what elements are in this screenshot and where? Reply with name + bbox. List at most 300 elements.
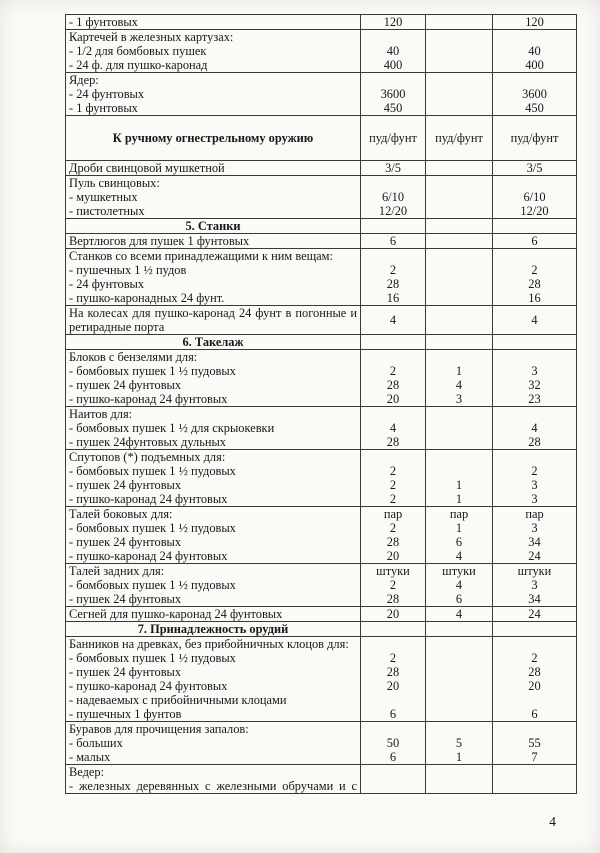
value-cell-3 (493, 765, 577, 794)
row-label-line: - 1/2 для бомбовых пушек (69, 44, 207, 58)
cell-value (427, 190, 491, 204)
cell-value: 2 (531, 651, 538, 665)
cell-value: 50 (386, 736, 400, 750)
cell-value: 2 (389, 578, 397, 592)
row-label-line: - бомбовых пушек 1 ½ пудовых (69, 578, 236, 592)
cell-value (427, 421, 491, 435)
cell-value: 2 (389, 492, 397, 506)
value-cell-2 (426, 73, 493, 116)
cell-value (362, 176, 424, 190)
cell-value (362, 335, 424, 349)
row-label-line: - бомбовых пушек 1 ½ пудовых (69, 364, 236, 378)
value-cell-1 (361, 116, 426, 161)
value-cell-2 (426, 249, 493, 306)
cell-value: 4 (531, 313, 538, 327)
row-label-cell (66, 564, 361, 607)
row-label-line: Буравов для прочищения запалов: (69, 722, 249, 736)
value-cell-1 (361, 407, 426, 450)
cell-value (427, 101, 491, 115)
cell-value: пуд/фунт (510, 131, 559, 145)
cell-value (362, 73, 424, 87)
value-cell-1 (361, 722, 426, 765)
value-cell-2 (426, 234, 493, 249)
value-cell-1 (361, 607, 426, 622)
cell-value: 1 (455, 492, 463, 506)
table-row (66, 765, 577, 794)
value-cell-3 (493, 116, 577, 161)
cell-value: 4 (531, 421, 538, 435)
row-label-cell (66, 722, 361, 765)
row-label-cell (66, 249, 361, 306)
row-label-line: - пушко-каронад 24 фунтовых (69, 492, 228, 506)
row-label-cell (66, 407, 361, 450)
cell-value: 24 (528, 607, 541, 621)
row-label-line: Вертлюгов для пушек 1 фунтовых (69, 234, 250, 248)
row-label-line: Наитов для: (69, 407, 133, 421)
cell-value: 40 (386, 44, 400, 58)
cell-value (427, 450, 491, 464)
cell-value: 3 (531, 521, 538, 535)
supply-table (65, 14, 577, 794)
value-cell-3 (493, 450, 577, 507)
row-label-line: - пистолетных (69, 204, 145, 218)
cell-value: 4 (389, 313, 397, 327)
cell-value: 20 (528, 679, 541, 693)
value-cell-2 (426, 306, 493, 335)
value-cell-3 (493, 564, 577, 607)
cell-value (362, 249, 424, 263)
cell-value (494, 335, 575, 349)
row-label-line: - пушек 24фунтовых дульных (69, 435, 226, 449)
row-label-line: - пушко-каронадных 24 фунт. (69, 291, 225, 305)
cell-value (362, 779, 424, 793)
value-cell-2 (426, 219, 493, 234)
value-cell-3 (493, 234, 577, 249)
value-cell-2 (426, 335, 493, 350)
table-row (66, 350, 577, 407)
cell-value: пар (383, 507, 403, 521)
value-cell-2 (426, 116, 493, 161)
row-label-line: - пушечных 1 фунтов (69, 707, 182, 721)
section-row (66, 335, 577, 350)
row-label-line: - 24 фунтовых (69, 277, 145, 291)
cell-value: 20 (386, 607, 400, 621)
cell-value: 4 (455, 578, 463, 592)
table-row (66, 306, 577, 335)
cell-value: 1 (455, 478, 463, 492)
value-cell-3 (493, 249, 577, 306)
cell-value (362, 350, 424, 364)
value-cell-2 (426, 450, 493, 507)
cell-value: 16 (386, 291, 400, 305)
row-label-line: - пушко-каронад 24 фунтовых (69, 679, 228, 693)
row-label-line: - бомбовых пушек 1 ½ пудовых (69, 521, 236, 535)
cell-value: 450 (383, 101, 403, 115)
cell-value (494, 722, 575, 736)
table-row (66, 607, 577, 622)
cell-value: 55 (528, 736, 541, 750)
cell-value: 20 (386, 679, 400, 693)
row-label-line: Сегней для пушко-каронад 24 фунтовых (69, 607, 283, 621)
cell-value (427, 58, 491, 72)
cell-value (427, 87, 491, 101)
value-cell-3 (493, 73, 577, 116)
cell-value: штуки (442, 564, 476, 578)
value-cell-1 (361, 219, 426, 234)
value-cell-2 (426, 30, 493, 73)
cell-value (427, 464, 491, 478)
value-cell-3 (493, 350, 577, 407)
value-cell-2 (426, 407, 493, 450)
cell-value (494, 765, 575, 779)
cell-value: 6 (455, 592, 463, 606)
value-cell-1 (361, 73, 426, 116)
row-label-line: - пушко-каронад 24 фунтовых (69, 392, 228, 406)
cell-value: 28 (528, 435, 541, 449)
table-row (66, 30, 577, 73)
cell-value: 2 (389, 478, 397, 492)
cell-value: 28 (386, 665, 400, 679)
cell-value (427, 707, 491, 721)
row-label-cell (66, 116, 361, 161)
cell-value: 23 (528, 392, 541, 406)
table-row (66, 234, 577, 249)
table-row (66, 176, 577, 219)
cell-value: 3600 (380, 87, 406, 101)
cell-value (494, 350, 575, 364)
cell-value: 3 (531, 578, 538, 592)
cell-value (494, 637, 575, 651)
value-cell-1 (361, 335, 426, 350)
cell-value: штуки (517, 564, 552, 578)
supply-table-body (66, 15, 577, 794)
cell-value (362, 407, 424, 421)
row-label-cell (66, 607, 361, 622)
value-cell-3 (493, 722, 577, 765)
value-cell-1 (361, 234, 426, 249)
row-label-line: На колесах для пушко-каронад 24 фунт в погонные и (69, 306, 357, 320)
row-label-cell (66, 161, 361, 176)
table-row (66, 407, 577, 450)
row-label-line: ретирадные порта (69, 320, 165, 334)
table-row (66, 637, 577, 722)
cell-value (494, 249, 575, 263)
row-label-line: - бомбовых пушек 1 ½ для скрыокевки (69, 421, 275, 435)
cell-value: штуки (376, 564, 410, 578)
value-cell-2 (426, 765, 493, 794)
row-label-line: 5. Станки (185, 219, 241, 233)
cell-value (427, 73, 491, 87)
cell-value: 12/20 (378, 204, 408, 218)
cell-value: 1 (455, 364, 463, 378)
row-label-cell (66, 234, 361, 249)
row-label-line: - бомбовых пушек 1 ½ пудовых (69, 651, 236, 665)
group-header-row (66, 116, 577, 161)
cell-value (427, 15, 491, 29)
cell-value (362, 622, 424, 636)
cell-value: 400 (525, 58, 544, 72)
cell-value: 120 (383, 15, 403, 29)
value-cell-2 (426, 564, 493, 607)
cell-value (362, 219, 424, 233)
row-label-line: - больших (69, 736, 123, 750)
cell-value (427, 204, 491, 218)
row-label-line: Ядер: (69, 73, 99, 87)
cell-value: 28 (528, 277, 541, 291)
cell-value (427, 291, 491, 305)
cell-value: 2 (389, 464, 397, 478)
row-label-line: - малых (69, 750, 111, 764)
row-label-cell (66, 176, 361, 219)
cell-value: 3 (455, 392, 463, 406)
cell-value: 6/10 (523, 190, 546, 204)
row-label-line: Станков со всеми принадлежащими к ним вещам: (69, 249, 333, 263)
cell-value: 450 (525, 101, 544, 115)
cell-value: 3/5 (526, 161, 543, 175)
value-cell-3 (493, 15, 577, 30)
cell-value: 28 (528, 665, 541, 679)
table-row (66, 161, 577, 176)
value-cell-2 (426, 161, 493, 176)
cell-value: 7 (531, 750, 538, 764)
value-cell-2 (426, 15, 493, 30)
cell-value (427, 679, 491, 693)
cell-value: пар (449, 507, 469, 521)
value-cell-2 (426, 622, 493, 637)
row-label-cell (66, 219, 361, 234)
row-label-cell (66, 30, 361, 73)
cell-value (494, 73, 575, 87)
cell-value (362, 637, 424, 651)
row-label-cell (66, 637, 361, 722)
row-label-cell (66, 622, 361, 637)
row-label-cell (66, 450, 361, 507)
cell-value: 16 (528, 291, 541, 305)
value-cell-2 (426, 637, 493, 722)
cell-value (362, 722, 424, 736)
cell-value: 2 (389, 263, 397, 277)
cell-value: 28 (386, 535, 400, 549)
cell-value (494, 693, 575, 707)
row-label-line: К ручному огнестрельному оружию (112, 131, 314, 145)
cell-value (427, 249, 491, 263)
value-cell-3 (493, 507, 577, 564)
cell-value (362, 450, 424, 464)
value-cell-1 (361, 161, 426, 176)
row-label-line: Блоков с бензелями для: (69, 350, 198, 364)
cell-value: 32 (528, 378, 541, 392)
cell-value (427, 693, 491, 707)
cell-value (494, 622, 575, 636)
cell-value (427, 335, 491, 349)
table-row (66, 73, 577, 116)
cell-value: 3 (531, 478, 538, 492)
row-label-line: - 1 фунтовых (69, 101, 138, 115)
cell-value: 120 (525, 15, 544, 29)
cell-value: пуд/фунт (369, 131, 417, 145)
row-label-line: Спутопов (*) подъемных для: (69, 450, 226, 464)
cell-value (494, 219, 575, 233)
row-label-line: Талей задних для: (69, 564, 165, 578)
page-number: 4 (549, 814, 556, 829)
value-cell-1 (361, 176, 426, 219)
cell-value (362, 765, 424, 779)
table-row (66, 15, 577, 30)
value-cell-3 (493, 622, 577, 637)
row-label-line: Пуль свинцовых: (69, 176, 160, 190)
cell-value: 6 (455, 535, 463, 549)
section-row (66, 622, 577, 637)
cell-value: 6 (389, 707, 397, 721)
row-label-line: Ведер: (69, 765, 105, 779)
value-cell-3 (493, 161, 577, 176)
row-label-line: - пушко-каронад 24 фунтовых (69, 549, 228, 563)
cell-value: 6 (531, 234, 538, 248)
table-row (66, 249, 577, 306)
section-row (66, 219, 577, 234)
cell-value (494, 779, 575, 793)
value-cell-1 (361, 637, 426, 722)
value-cell-3 (493, 30, 577, 73)
cell-value: 400 (383, 58, 403, 72)
value-cell-1 (361, 350, 426, 407)
cell-value: 4 (455, 607, 463, 621)
row-label-cell (66, 350, 361, 407)
cell-value (427, 161, 491, 175)
cell-value (427, 234, 491, 248)
value-cell-1 (361, 30, 426, 73)
value-cell-3 (493, 219, 577, 234)
value-cell-1 (361, 306, 426, 335)
value-cell-1 (361, 564, 426, 607)
value-cell-2 (426, 507, 493, 564)
row-label-line: Талей боковых для: (69, 507, 173, 521)
cell-value (427, 622, 491, 636)
value-cell-3 (493, 176, 577, 219)
value-cell-1 (361, 765, 426, 794)
row-label-line: - 1 фунтовых (69, 15, 138, 29)
cell-value (362, 30, 424, 44)
cell-value: 4 (455, 378, 463, 392)
value-cell-1 (361, 507, 426, 564)
table-row (66, 450, 577, 507)
cell-value (427, 263, 491, 277)
cell-value: 28 (386, 592, 400, 606)
row-label-line: - пушек 24 фунтовых (69, 535, 182, 549)
cell-value: 12/20 (520, 204, 549, 218)
cell-value: 3 (531, 364, 538, 378)
cell-value: 6 (389, 234, 397, 248)
cell-value (427, 435, 491, 449)
cell-value: пар (525, 507, 544, 521)
value-cell-3 (493, 607, 577, 622)
cell-value (427, 219, 491, 233)
value-cell-3 (493, 306, 577, 335)
row-label-line: - 24 ф. для пушко-каронад (69, 58, 208, 72)
row-label-cell (66, 765, 361, 794)
row-label-line: 7. Принадлежность орудий (137, 622, 289, 636)
row-label-line: - пушек 24 фунтовых (69, 478, 182, 492)
row-label-line: - бомбовых пушек 1 ½ пудовых (69, 464, 236, 478)
cell-value: 3600 (522, 87, 547, 101)
cell-value: 2 (389, 651, 397, 665)
row-label-line: 6. Такелаж (182, 335, 244, 349)
value-cell-2 (426, 350, 493, 407)
row-label-cell (66, 507, 361, 564)
row-label-line: - пушек 24 фунтовых (69, 378, 182, 392)
row-label-line: - пушек 24 фунтовых (69, 592, 182, 606)
row-label-cell (66, 306, 361, 335)
table-row (66, 722, 577, 765)
cell-value: 1 (455, 750, 463, 764)
cell-value (494, 450, 575, 464)
row-label-line: - мушкетных (69, 190, 138, 204)
cell-value (427, 176, 491, 190)
cell-value: 4 (389, 421, 397, 435)
cell-value: 20 (386, 392, 400, 406)
value-cell-2 (426, 176, 493, 219)
cell-value: 28 (386, 435, 400, 449)
cell-value: 1 (455, 521, 463, 535)
cell-value: 34 (528, 592, 541, 606)
cell-value: 3 (531, 492, 538, 506)
cell-value: 34 (528, 535, 541, 549)
cell-value (427, 665, 491, 679)
row-label-line: - 24 фунтовых (69, 87, 145, 101)
cell-value (427, 651, 491, 665)
cell-value: 5 (455, 736, 463, 750)
cell-value: 28 (386, 378, 400, 392)
row-label-cell (66, 15, 361, 30)
cell-value: 2 (389, 521, 397, 535)
cell-value: 20 (386, 549, 400, 563)
value-cell-3 (493, 335, 577, 350)
cell-value (494, 407, 575, 421)
cell-value (427, 30, 491, 44)
value-cell-1 (361, 622, 426, 637)
row-label-line: - железных деревянных с железными обручами и с (69, 779, 357, 793)
cell-value: 28 (386, 277, 400, 291)
cell-value: 4 (455, 549, 463, 563)
value-cell-2 (426, 722, 493, 765)
value-cell-1 (361, 249, 426, 306)
cell-value (362, 693, 424, 707)
cell-value (427, 779, 491, 793)
cell-value: 3/5 (385, 161, 401, 175)
cell-value (427, 722, 491, 736)
cell-value: пуд/фунт (435, 131, 483, 145)
row-label-cell (66, 335, 361, 350)
cell-value (427, 407, 491, 421)
cell-value (427, 313, 491, 327)
value-cell-2 (426, 607, 493, 622)
cell-value (427, 350, 491, 364)
cell-value: 2 (531, 263, 538, 277)
value-cell-3 (493, 637, 577, 722)
table-row (66, 507, 577, 564)
cell-value: 6 (389, 750, 397, 764)
cell-value: 6 (531, 707, 538, 721)
cell-value (427, 277, 491, 291)
cell-value (427, 765, 491, 779)
row-label-line: Банников на древках, без прибойничных клоцов для: (69, 637, 349, 651)
cell-value (427, 637, 491, 651)
cell-value: 24 (528, 549, 541, 563)
value-cell-1 (361, 450, 426, 507)
row-label-cell (66, 73, 361, 116)
row-label-line: - пушечных 1 ½ пудов (69, 263, 187, 277)
cell-value: 2 (531, 464, 538, 478)
